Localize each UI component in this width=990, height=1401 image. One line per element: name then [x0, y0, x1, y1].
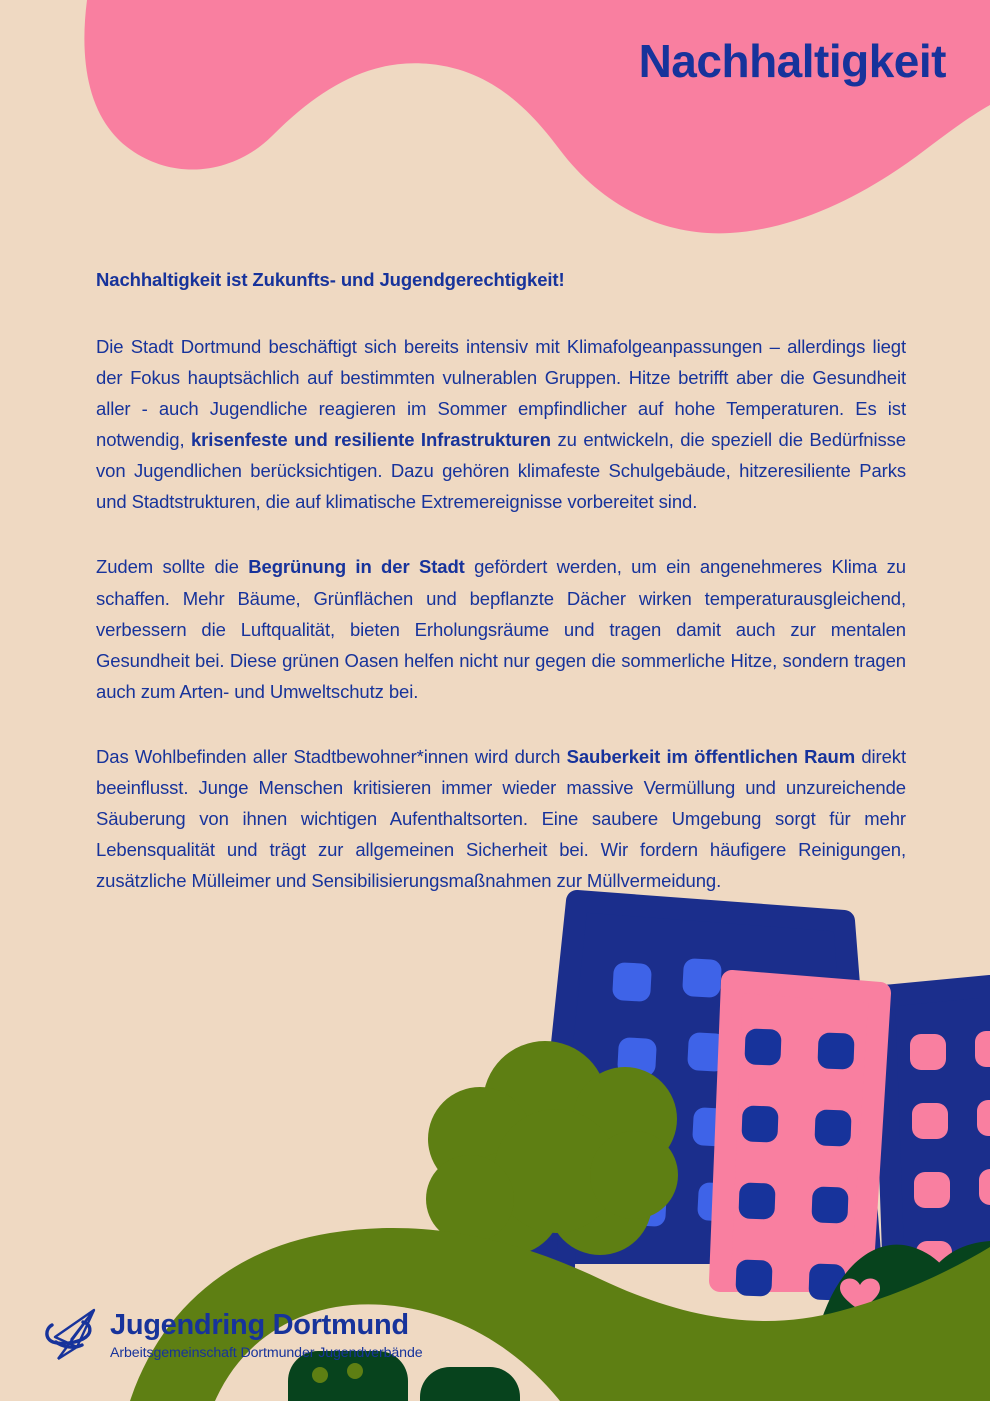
paragraph-1: Die Stadt Dortmund beschäftigt sich bereits intensiv mit Klimafolgeanpassungen – allerdings liegt der Fokus hauptsächlich auf bestimmten vulnerablen Gruppen. Hitze betrifft aber die Gesundheit aller - auch Jugendliche reagieren im Sommer empfindlicher auf hohe Temperaturen. Es ist notwendig, krisenfeste und resiliente Infrastrukturen zu entwickeln, die speziell die Bedürfnisse von Jugendlichen berücksichtigen. Dazu gehören klimafeste Schulgebäude, hitzeresiliente Parks und Stadtstrukturen, die auf klimatische Extremereignisse vorbereitet sind.	[96, 335, 906, 513]
page-title: Nachhaltigkeit	[638, 35, 946, 87]
city-building-navy-right	[884, 986, 990, 1281]
logo-subtitle: Arbeitsgemeinschaft Dortmunder Jugendverbände	[110, 1344, 423, 1361]
lead-heading: Nachhaltigkeit ist Zukunfts- und Jugendgerechtigkeit!	[96, 269, 565, 290]
article-content	[96, 268, 906, 896]
logo-text-block	[110, 1310, 423, 1361]
jugendring-arrow-icon	[44, 1307, 100, 1365]
jugendring-logo	[44, 1307, 423, 1365]
paragraph-3: Das Wohlbefinden aller Stadtbewohner*innen wird durch Sauberkeit im öffentlichen Raum direkt beeinflusst. Junge Menschen kritisieren immer wieder massive Vermüllung und unzureichende Säuberung von ihnen wichtigen Aufenthaltsorten. Eine saubere Umgebung sorgt für mehr Lebensqualität und trägt zur allgemeinen Sicherheit bei. Wir fordern häufigere Reinigungen, zusätzliche Mülleimer und Sensibilisierungsmaßnahmen zur Müllvermeidung.	[96, 745, 906, 892]
city-building-pink-middle	[720, 981, 880, 1301]
logo-title: Jugendring Dortmund	[110, 1309, 409, 1342]
paragraph-2: Zudem sollte die Begrünung in der Stadt gefördert werden, um ein angenehmeres Klima zu schaffen. Mehr Bäume, Grünflächen und bepflanzte Dächer wirken temperaturausgleichend, verbessern die Luftqualität, bieten Erholungsräume und tragen damit auch zur mentalen Gesundheit bei. Diese grünen Oasen helfen nicht nur gegen die sommerliche Hitze, sondern tragen auch zum Arten- und Umweltschutz bei.	[96, 556, 906, 702]
